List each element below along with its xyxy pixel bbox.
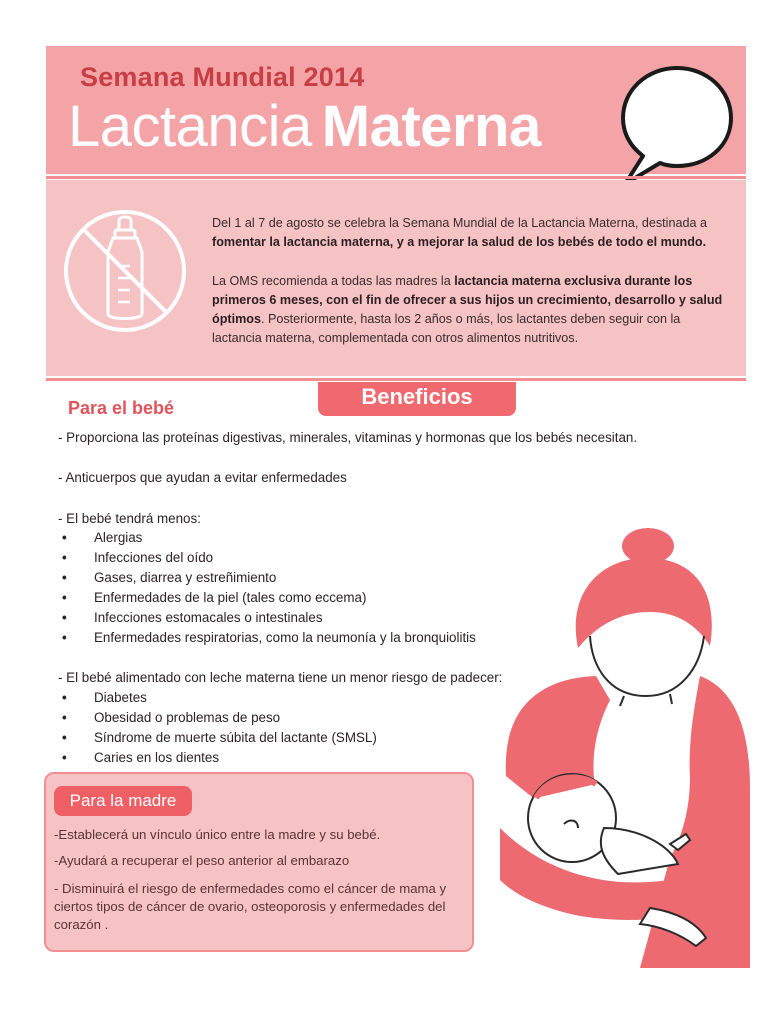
bullet-dot: • (62, 550, 67, 565)
header-divider (46, 176, 746, 179)
madre-line-peso: -Ayudará a recuperar el peso anterior al embarazo (54, 853, 350, 868)
intro-p2-text-a: La OMS recomienda a todas las madres la (212, 274, 455, 288)
para-la-madre-tab: Para la madre (54, 786, 192, 816)
list-item-text: Enfermedades de la piel (tales como eccema) (94, 590, 367, 605)
intro-paragraph-1 (212, 214, 732, 252)
intro-p2-bold: lactancia materna exclusiva durante los primeros 6 meses, con el fin de ofrecer a sus hijos un crecimiento, desarrollo y salud óptimos (212, 274, 723, 326)
bebe-line-riesgo: - El bebé alimentado con leche materna tiene un menor riesgo de padecer: (58, 670, 503, 685)
list-item (62, 710, 280, 725)
bullet-dot: • (62, 690, 67, 705)
bullet-dot: • (62, 710, 67, 725)
intro-p1-bold: fomentar la lactancia materna, y a mejorar la salud de los bebés de todo el mundo. (212, 235, 707, 249)
list-item-text: Infecciones estomacales o intestinales (94, 610, 323, 625)
list-item-text: Alergias (94, 530, 143, 545)
list-item-text: Gases, diarrea y estreñimiento (94, 570, 277, 585)
list-item-text: Obesidad o problemas de peso (94, 710, 281, 725)
bullet-dot: • (62, 570, 67, 585)
madre-line-riesgo: - Disminuirá el riesgo de enfermedades como el cáncer de mama y ciertos tipos de cáncer de ovario, osteoporosis y enfermedades del corazón . (54, 881, 447, 932)
no-bottle-icon (60, 206, 190, 336)
list-item-text: Infecciones del oído (94, 550, 214, 565)
intro-p2-text-c: . Posteriormente, hasta los 2 años o más, los lactantes deben seguir con la lactancia materna, complementada con otros alimentos nutritivos. (212, 312, 681, 345)
bebe-line-anticuerpos: - Anticuerpos que ayudan a evitar enfermedades (58, 470, 347, 485)
list-item (62, 750, 219, 765)
breastfeeding-mother-illustration (500, 528, 750, 968)
para-el-bebe-title: Para el bebé (68, 398, 175, 418)
madre-line-vinculo: -Establecerá un vínculo único entre la madre y su bebé. (54, 827, 381, 842)
bullet-dot: • (62, 750, 67, 765)
list-item (62, 550, 213, 565)
list-item (62, 570, 276, 585)
bebe-line-proteinas: - Proporciona las proteínas digestivas, minerales, vitaminas y hormonas que los bebés necesitan. (58, 430, 638, 445)
bullet-dot: • (62, 630, 67, 645)
speech-bubble-icon (615, 62, 739, 188)
list-item (62, 610, 323, 625)
header-title (68, 94, 541, 159)
intro-p1-text: Del 1 al 7 de agosto se celebra la Semana Mundial de la Lactancia Materna, destinada a (212, 216, 707, 230)
list-item-text: Enfermedades respiratorias, como la neumonía y la bronquiolitis (94, 630, 476, 645)
bullet-dot: • (62, 610, 67, 625)
bullet-dot: • (62, 730, 67, 745)
intro-box (46, 180, 746, 376)
list-item (62, 530, 142, 545)
bebe-line-menos: - El bebé tendrá menos: (58, 511, 201, 526)
intro-divider (46, 378, 746, 381)
list-item-text: Caries en los dientes (94, 750, 220, 765)
header-subtitle: Semana Mundial 2014 (80, 62, 365, 92)
title-materna: Materna (321, 94, 541, 159)
bullet-dot: • (62, 530, 67, 545)
list-item (62, 630, 476, 645)
intro-paragraph-2 (212, 272, 732, 348)
list-item-text: Diabetes (94, 690, 147, 705)
list-item-text: Síndrome de muerte súbita del lactante (SMSL) (94, 730, 377, 745)
list-item (62, 690, 147, 705)
bullet-dot: • (62, 590, 67, 605)
list-item (62, 590, 366, 605)
title-lactancia: Lactancia (68, 94, 312, 159)
list-item (62, 730, 377, 745)
beneficios-tab: Beneficios (318, 382, 516, 416)
